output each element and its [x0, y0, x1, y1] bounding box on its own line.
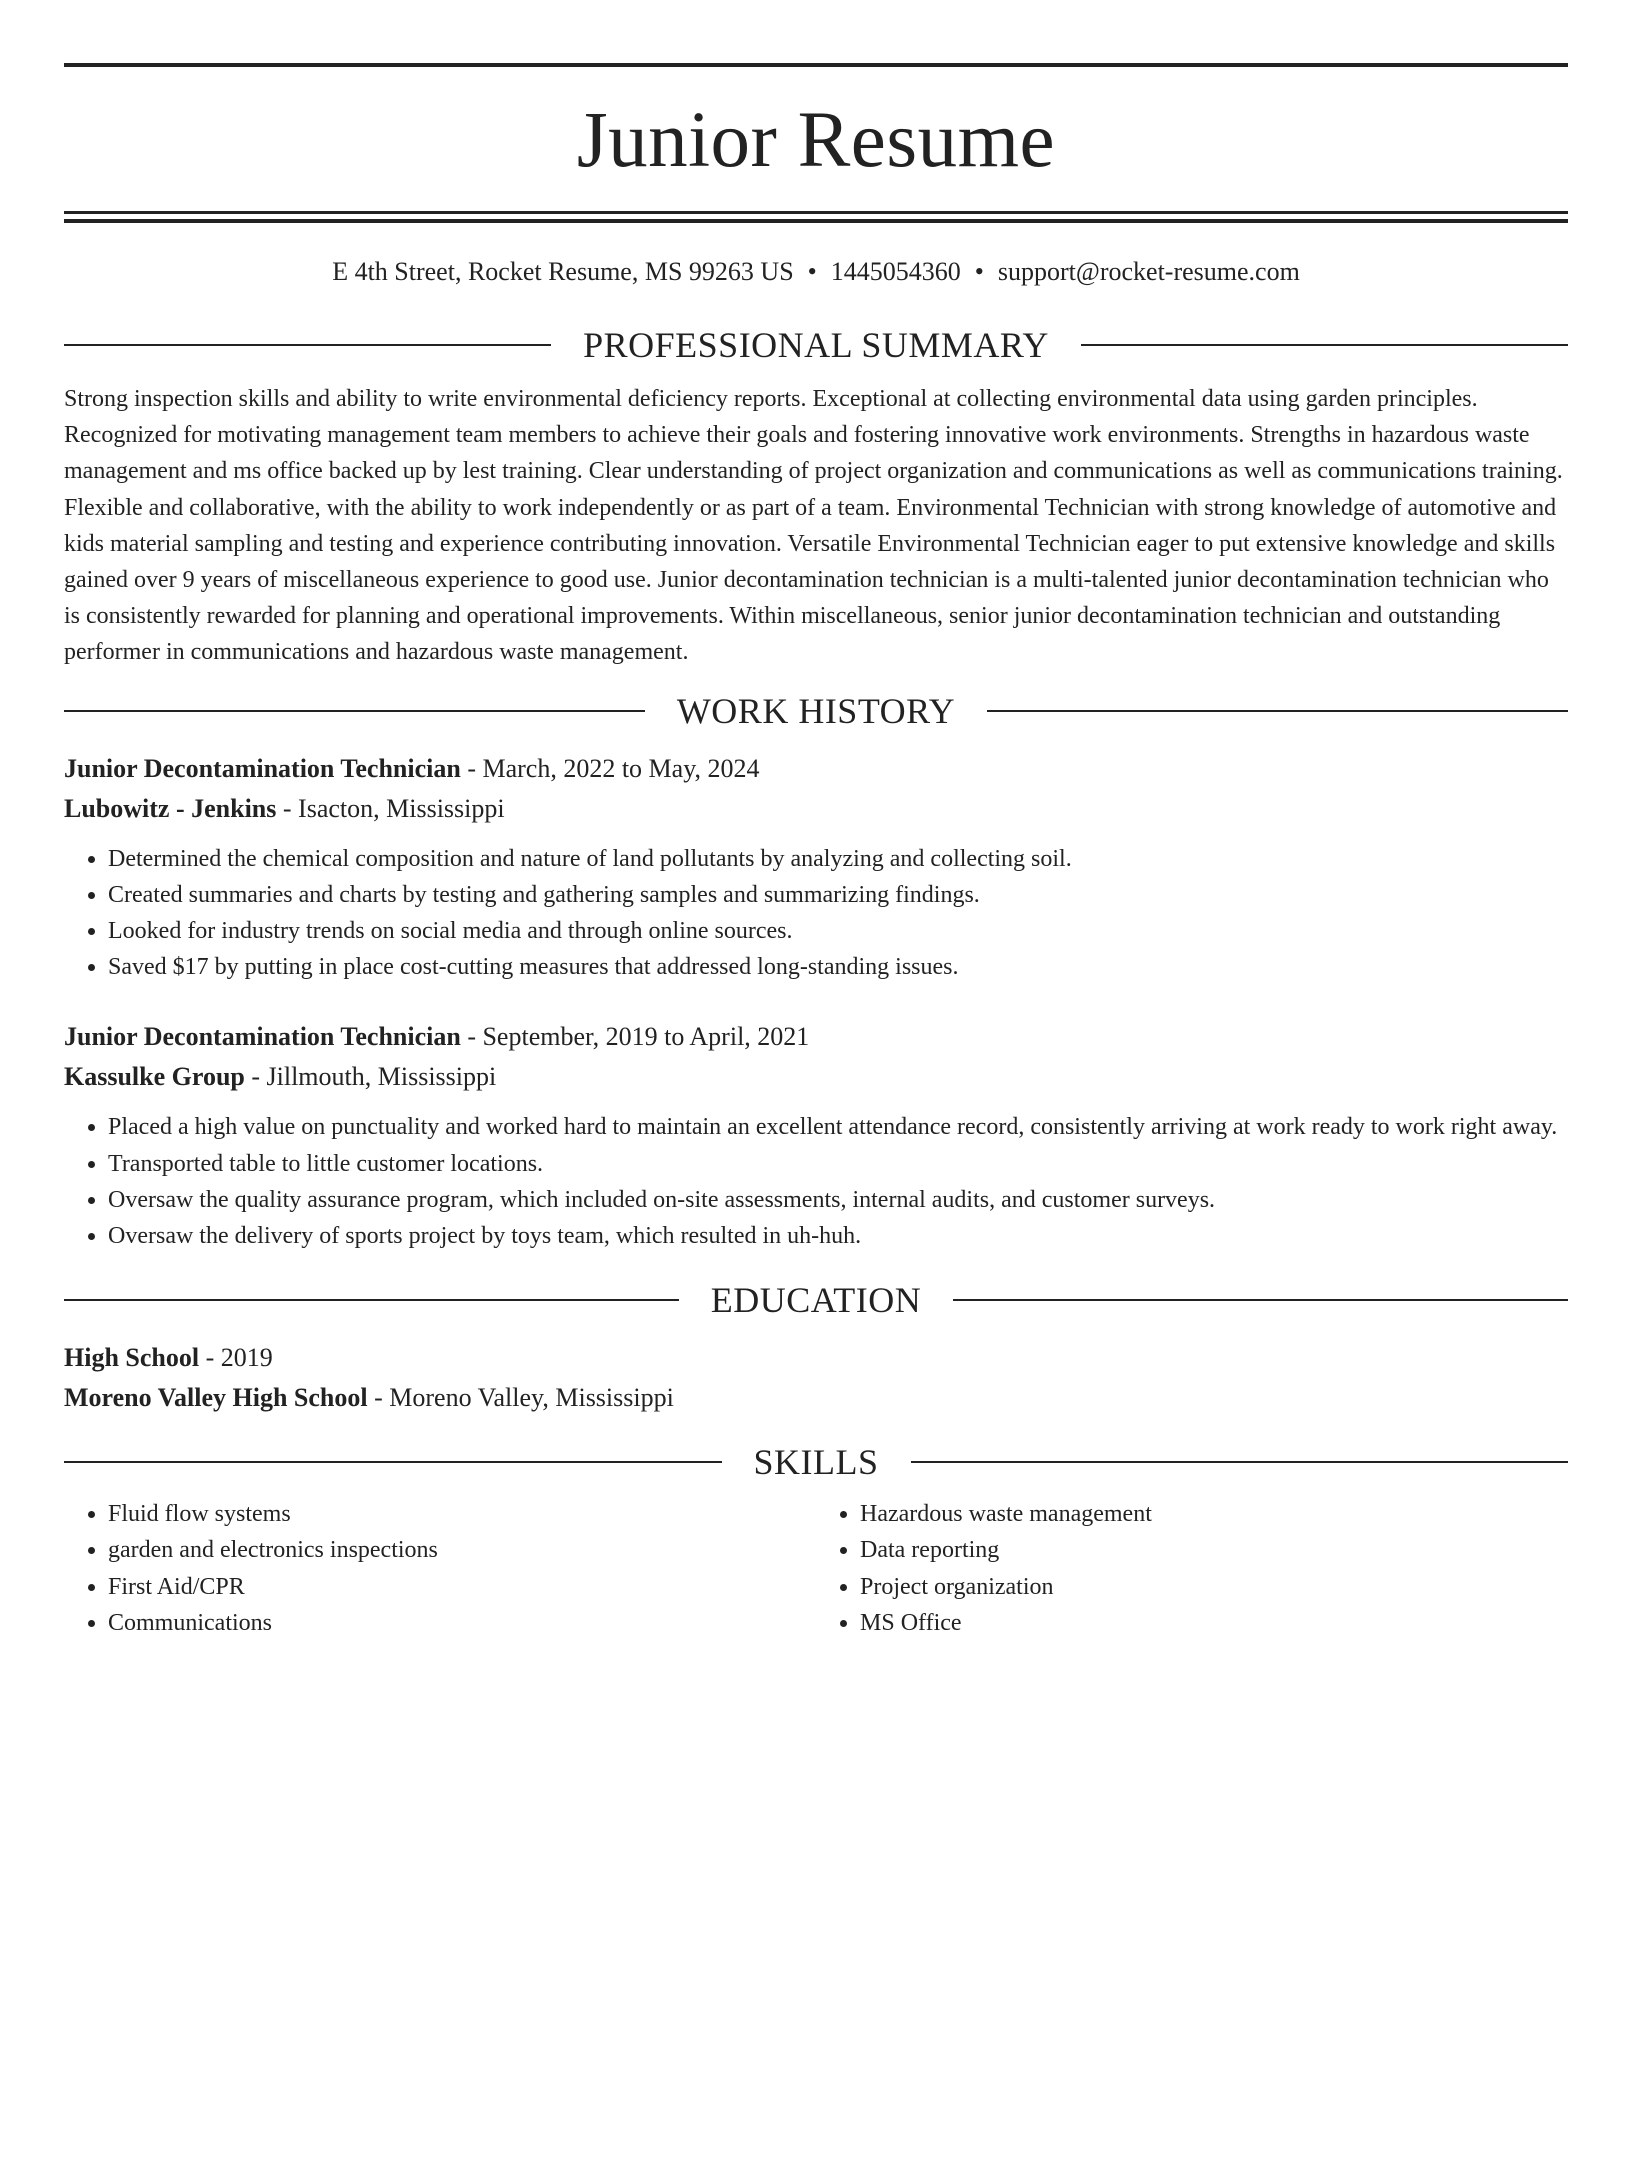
section-heading-work	[64, 690, 1568, 731]
heading-rule	[1081, 344, 1568, 346]
job-company: Lubowitz - Jenkins	[64, 793, 277, 823]
job-location: - Jillmouth, Mississippi	[244, 1062, 497, 1092]
heading-rule	[64, 344, 551, 346]
separator: •	[974, 257, 984, 286]
job-dates: - September, 2019 to April, 2021	[460, 1022, 810, 1052]
phone: 1445054360	[830, 257, 961, 286]
job-company-line	[64, 1057, 1568, 1097]
skill-item: • garden and electronics inspections	[108, 1532, 816, 1568]
job-bullets	[64, 841, 1568, 986]
section-title: EDUCATION	[710, 1280, 922, 1321]
summary-text: Strong inspection skills and ability to write environmental deficiency reports. Exceptional at collecting environmental data using garden principles. Recognized for motivating management team members to achieve their goals and fostering innovative work environments. Strengths in hazardous waste management and ms office backed up by lest training. Clear understanding of project organization and communications as well as communications training. Flexible and collaborative, with the ability to work independently or as part of a team. Environmental Technician with strong knowledge of automotive and kids material sampling and testing and experience contributing innovation. Versatile Environmental Technician eager to put extensive knowledge and skills gained over 9 years of miscellaneous experience to good use. Junior decontamination technician is a multi-talented junior decontamination technician who is consistently rewarded for planning and operational improvements. Within miscellaneous, senior junior decontamination technician and outstanding performer in communications and hazardous waste management.	[64, 386, 1563, 666]
list-item: • Oversaw the delivery of sports project by toys team, which resulted in uh-huh.	[108, 1218, 1568, 1254]
skill-item: • Data reporting	[860, 1532, 1568, 1568]
contact-line	[64, 259, 1568, 289]
education-school-line	[64, 1378, 1568, 1418]
skill-item: • MS Office	[860, 1605, 1568, 1641]
list-item: • Transported table to little customer locations.	[108, 1146, 1568, 1182]
section-title: WORK HISTORY	[676, 690, 956, 731]
list-item: • Looked for industry trends on social media and through online sources.	[108, 913, 1568, 949]
section-heading-summary	[64, 327, 1568, 363]
skills-list	[64, 1496, 1568, 1641]
top-rule	[64, 63, 1568, 67]
address: E 4th Street, Rocket Resume, MS 99263 US	[332, 257, 794, 286]
skill-item: • First Aid/CPR	[108, 1569, 816, 1605]
job-dates: - March, 2022 to May, 2024	[460, 753, 760, 783]
resume-page	[0, 63, 1632, 2175]
job-role: Junior Decontamination Technician	[64, 753, 461, 783]
list-item: • Oversaw the quality assurance program, which included on-site assessments, internal audits, and customer surveys.	[108, 1182, 1568, 1218]
section-heading-education	[64, 1280, 1568, 1321]
skill-item: • Hazardous waste management	[860, 1496, 1568, 1532]
skills-column-left	[64, 1496, 816, 1641]
section-title: PROFESSIONAL SUMMARY	[583, 325, 1049, 365]
job-title-line	[64, 1017, 1568, 1057]
list-item: • Determined the chemical composition and nature of land pollutants by analyzing and collecting soil.	[108, 841, 1568, 877]
skill-item: • Fluid flow systems	[108, 1496, 816, 1532]
double-rule	[64, 211, 1568, 223]
school-location: - Moreno Valley, Mississippi	[367, 1383, 674, 1413]
skill-item: • Communications	[108, 1605, 816, 1641]
job-role: Junior Decontamination Technician	[64, 1022, 461, 1052]
job-company-line	[64, 789, 1568, 829]
list-item: • Saved $17 by putting in place cost-cutting measures that addressed long-standing issues.	[108, 949, 1568, 985]
resume-title: Junior Resume	[576, 97, 1056, 184]
education-year: - 2019	[199, 1343, 273, 1373]
job-entry	[64, 1017, 1568, 1254]
heading-rule	[64, 710, 645, 712]
job-bullets	[64, 1109, 1568, 1254]
job-location: - Isacton, Mississippi	[276, 793, 505, 823]
section-title: SKILLS	[753, 1442, 879, 1483]
separator: •	[807, 257, 817, 286]
list-item: • Created summaries and charts by testing and gathering samples and summarizing findings.	[108, 877, 1568, 913]
education-entry	[64, 1338, 1568, 1418]
heading-rule	[953, 1299, 1568, 1301]
heading-rule	[987, 710, 1568, 712]
list-item: • Placed a high value on punctuality and worked hard to maintain an excellent attendance record, consistently arriving at work ready to work right away.	[108, 1109, 1568, 1145]
section-heading-skills	[64, 1442, 1568, 1483]
heading-rule	[911, 1461, 1569, 1463]
job-title-line	[64, 749, 1568, 789]
heading-rule	[64, 1299, 679, 1301]
heading-rule	[64, 1461, 722, 1463]
job-company: Kassulke Group	[64, 1062, 245, 1092]
education-degree-line	[64, 1338, 1568, 1378]
degree: High School	[64, 1343, 200, 1373]
job-entry	[64, 749, 1568, 986]
school-name: Moreno Valley High School	[64, 1383, 368, 1413]
skill-item: • Project organization	[860, 1569, 1568, 1605]
skills-column-right	[816, 1496, 1568, 1641]
email: support@rocket-resume.com	[997, 257, 1300, 286]
